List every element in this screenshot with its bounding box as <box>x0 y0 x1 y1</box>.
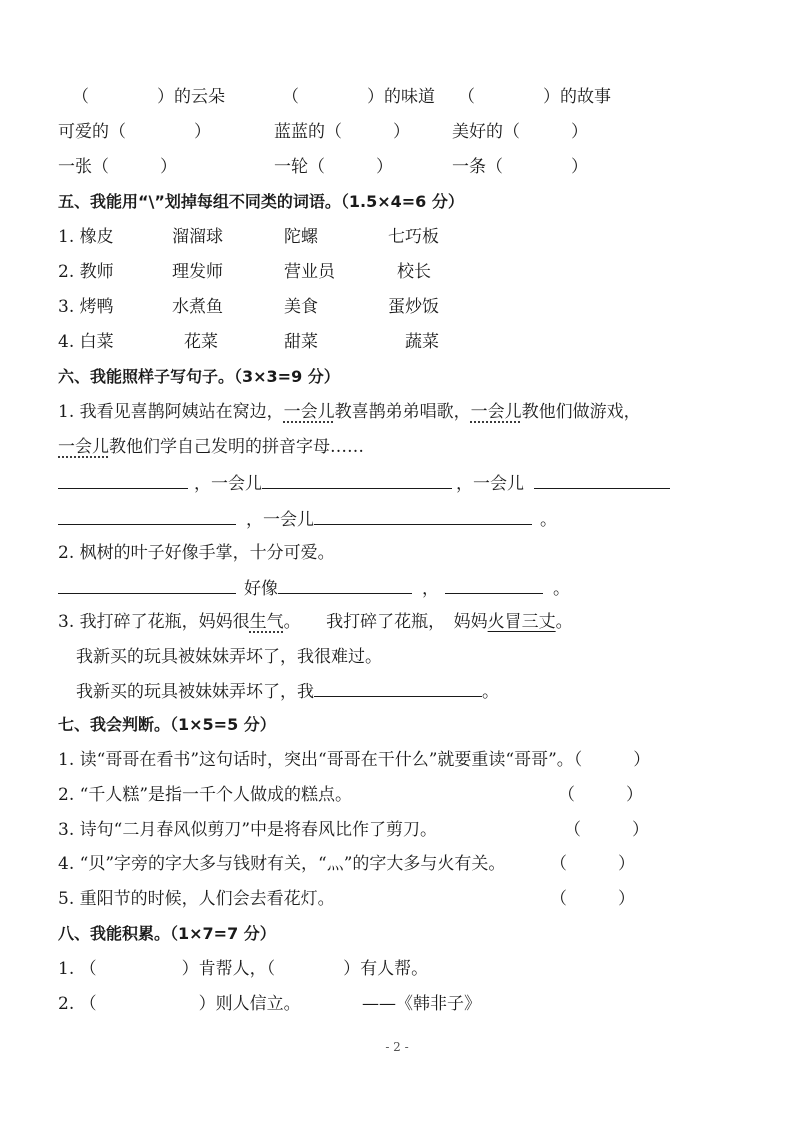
sentence-text: 我新买的玩具被妹妹弄坏了，我 <box>76 682 314 702</box>
sentence-text: 教他们做游戏， <box>521 402 641 422</box>
word-group-item: 溜溜球 <box>172 227 223 247</box>
answer-blank[interactable] <box>58 577 236 594</box>
underlined-phrase: 火冒三丈 <box>487 612 556 632</box>
word-group-item: 水煮鱼 <box>172 297 223 317</box>
example-sentence <box>58 401 641 423</box>
emphasized-word: 生气 <box>249 612 284 632</box>
word-group-item: 七巧板 <box>388 227 439 247</box>
word-group-item: 花菜 <box>184 332 218 352</box>
word-group-item: 4. 白菜 <box>58 332 114 352</box>
sentence-text: 教喜鹊弟弟唱歌， <box>334 402 471 422</box>
answer-blank[interactable] <box>534 472 670 489</box>
sentence-text: 。 <box>553 579 570 599</box>
answer-blank[interactable] <box>58 472 188 489</box>
example-sentence: 2. 枫树的叶子好像手掌，十分可爱。 <box>58 543 335 563</box>
fill-item: （ ）的味道 <box>282 87 435 107</box>
emphasized-word: 一会儿 <box>470 402 522 422</box>
judge-item: 5. 重阳节的时候，人们会去看花灯。 <box>58 889 335 909</box>
sentence-text: 。 <box>555 612 573 632</box>
fill-item: （ ）的云朵 <box>72 87 225 107</box>
sentence-text: ，一会儿 <box>456 474 524 494</box>
answer-blank[interactable] <box>314 508 532 525</box>
word-group-item: 陀螺 <box>284 227 318 247</box>
idiom-item: 2. （ ）则人信立。 <box>58 994 301 1014</box>
word-group-item: 美食 <box>284 297 318 317</box>
example-sentence: 我新买的玩具被妹妹弄坏了，我很难过。 <box>76 647 382 667</box>
sentence-text: 。 <box>540 510 557 530</box>
answer-line <box>58 472 670 495</box>
example-sentence <box>58 611 573 633</box>
sentence-text: 。 <box>482 682 499 702</box>
sentence-text: ， <box>422 579 439 599</box>
word-group-item: 蛋炒饭 <box>388 297 439 317</box>
word-group-item: 1. 橡皮 <box>58 227 114 247</box>
sentence-text: 。 我打碎了花瓶， 妈妈 <box>283 612 488 632</box>
answer-blank[interactable] <box>314 680 482 697</box>
emphasized-word: 一会儿 <box>283 402 335 422</box>
section-heading: 六、我能照样子写句子。（3×3=9 分） <box>58 367 340 386</box>
sentence-text: 3. 我打碎了花瓶，妈妈很 <box>58 612 250 632</box>
word-group-item: 理发师 <box>172 262 223 282</box>
answer-line <box>76 680 499 703</box>
word-group-item: 3. 烤鸭 <box>58 297 114 317</box>
word-group-item: 校长 <box>397 262 431 282</box>
page-number: - 2 - <box>385 1040 409 1054</box>
judge-parens[interactable]: （ ） <box>564 820 649 840</box>
fill-item: 可爱的（ ） <box>58 122 211 142</box>
judge-parens[interactable]: （ ） <box>550 889 635 909</box>
judge-parens[interactable]: （ ） <box>550 854 635 874</box>
quote-source: ——《韩非子》 <box>362 994 481 1014</box>
answer-blank[interactable] <box>58 508 236 525</box>
word-group-item: 2. 教师 <box>58 262 114 282</box>
sentence-text: 教他们学自己发明的拼音字母…… <box>109 437 364 457</box>
sentence-text: 好像 <box>244 579 278 599</box>
fill-item: 一条（ ） <box>452 157 588 177</box>
judge-item: 4. “贝”字旁的字大多与钱财有关，“灬”的字大多与火有关。 <box>58 854 506 874</box>
judge-item: 1. 读“哥哥在看书”这句话时，突出“哥哥在干什么”就要重读“哥哥”。（ ） <box>58 750 651 770</box>
fill-item: （ ）的故事 <box>458 87 611 107</box>
idiom-item: 1. （ ）肯帮人，（ ）有人帮。 <box>58 959 429 979</box>
sentence-text: 1. 我看见喜鹊阿姨站在窝边， <box>58 402 284 422</box>
word-group-item: 营业员 <box>284 262 335 282</box>
judge-parens[interactable]: （ ） <box>558 785 643 805</box>
answer-line <box>58 577 570 600</box>
answer-blank[interactable] <box>445 577 543 594</box>
sentence-text: ，一会儿 <box>246 510 314 530</box>
section-heading: 五、我能用“\”划掉每组不同类的词语。（1.5×4=6 分） <box>58 192 464 211</box>
judge-item: 3. 诗句“二月春风似剪刀”中是将春风比作了剪刀。 <box>58 820 438 840</box>
answer-line <box>58 508 557 531</box>
word-group-item: 蔬菜 <box>405 332 439 352</box>
section-heading: 七、我会判断。（1×5=5 分） <box>58 715 276 734</box>
fill-item: 蓝蓝的（ ） <box>274 122 410 142</box>
sentence-text: ，一会儿 <box>194 474 262 494</box>
example-sentence <box>58 436 364 458</box>
fill-item: 一张（ ） <box>58 157 177 177</box>
fill-item: 美好的（ ） <box>452 122 588 142</box>
word-group-item: 甜菜 <box>284 332 318 352</box>
section-heading: 八、我能积累。（1×7=7 分） <box>58 924 276 943</box>
answer-blank[interactable] <box>262 472 452 489</box>
fill-item: 一轮（ ） <box>274 157 393 177</box>
emphasized-word: 一会儿 <box>58 437 109 457</box>
answer-blank[interactable] <box>278 577 412 594</box>
judge-item: 2. “千人糕”是指一千个人做成的糕点。 <box>58 785 353 805</box>
